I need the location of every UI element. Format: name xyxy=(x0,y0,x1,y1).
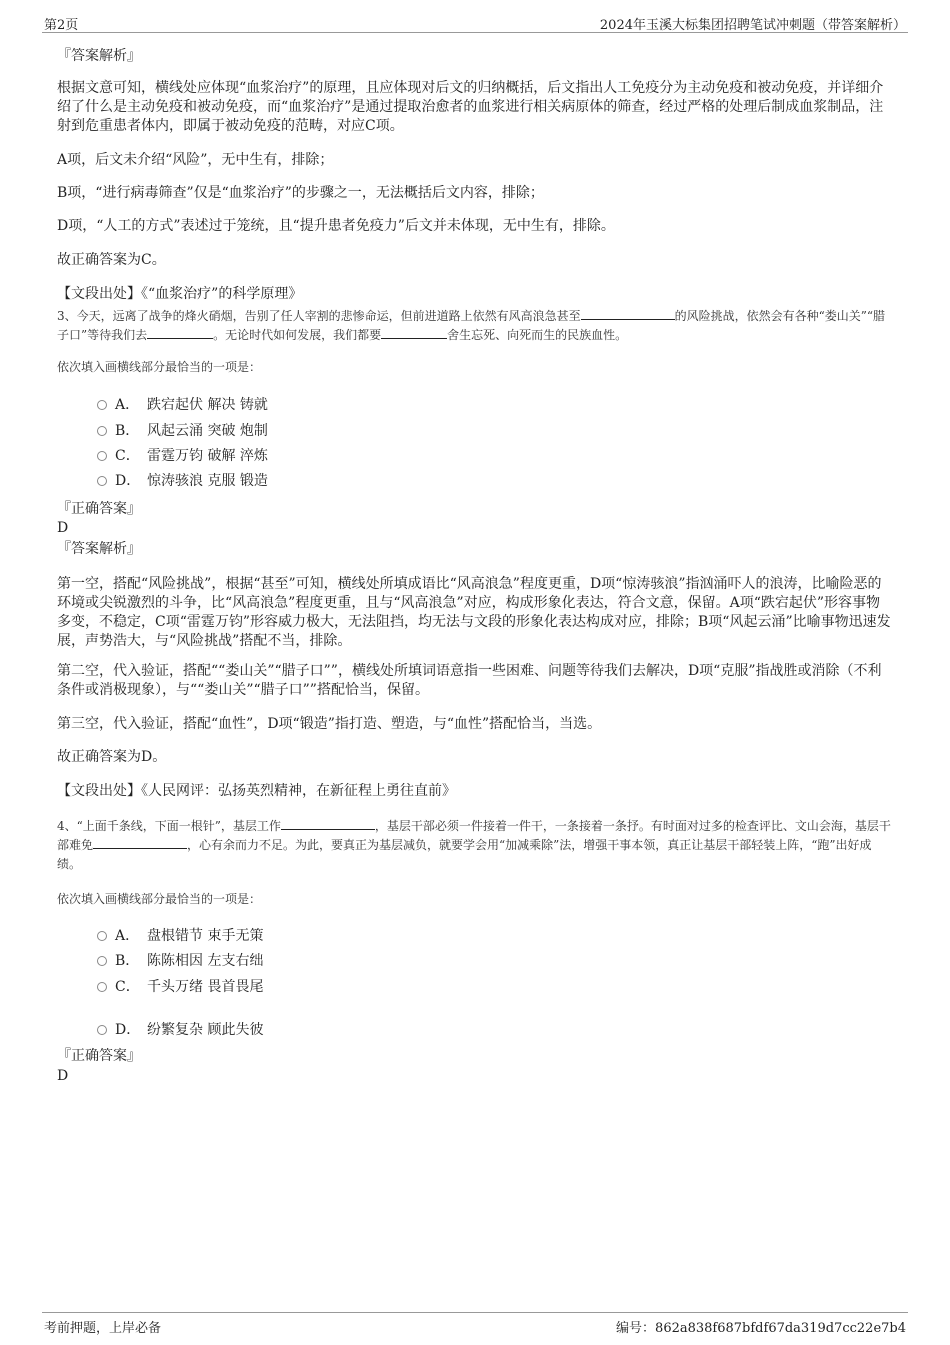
document-id: 编号：862a838f687bfdf67da319d7cc22e7b4 xyxy=(616,1321,906,1336)
q3-analysis-tag: 『答案解析』 xyxy=(57,541,141,557)
q3-option-b[interactable]: B． 风起云涌 突破 炮制 xyxy=(97,421,268,441)
q3-prompt: 依次填入画横线部分最恰当的一项是： xyxy=(57,360,262,374)
q2-analysis-para-1: 根据文意可知，横线处应体现“血浆治疗”的原理，且应体现对后文的归纳概括，后文指出人工免疫分为主动免疫和被动免疫，并详细介绍了什么是主动免疫和被动免疫，而“血浆治疗”是通过提取治愈者的血浆进行相关病原体的筛查，经过严格的处理后制成血浆制品，注射到危重患者体内，即属于被动免疫的范畴，对应C项。 xyxy=(57,80,884,134)
q3-answer-summary: 故正确答案为D。 xyxy=(57,749,167,765)
q4-stem: 4、“上面千条线，下面一根针”，基层工作 ，基层干部必须一件接着一件干，一条接着一条抒。有时面对过多的检查评比、文山会海，基层干部难免 ，心有余而力不足。为此，要真正为基层减负，就要学会用“加减乘除”法，增强干事本领，真正让基层干部轻装上阵，“跑”出好成绩。 xyxy=(57,819,891,871)
page-number: 第2页 xyxy=(44,18,79,33)
q2-analysis-para-2: A项，后文未介绍“风险”，无中生有，排除； xyxy=(57,152,334,168)
radio-icon[interactable] xyxy=(97,1025,107,1035)
q4-answer: D xyxy=(57,1068,69,1084)
fill-blank xyxy=(147,326,213,339)
q3-stem: 3、今天，远离了战争的烽火硝烟，告别了任人宰割的悲惨命运，但前进道路上依然有风高浪急甚至 的风险挑战，依然会有各种“娄山关”“腊子口”等待我们去 。无论时代如何发展，我们都要 舍生忘死、向死而生的民族血性。 xyxy=(57,309,886,342)
q3-analysis-para-1: 第一空，搭配“风险挑战”，根据“甚至”可知，横线处所填成语比“风高浪急”程度更重，D项“惊涛骇浪”指汹涌吓人的浪涛，比喻险恶的环境或尖锐激烈的斗争，比“风高浪急”程度更重，且与“风高浪急”对应，构成形象化表达，符合文意，保留。A项“跌宕起伏”形容事物多变，不稳定，C项“雷霆万钧”形容威力极大，无法阻挡，均无法与文段的形象化表达构成对应，排除；B项“风起云涌”比喻事物迅速发展，声势浩大，与“风险挑战”搭配不当，排除。 xyxy=(57,576,891,649)
fill-blank xyxy=(93,836,187,849)
q4-answer-tag: 『正确答案』 xyxy=(57,1048,141,1064)
document-title: 2024年玉溪大标集团招聘笔试冲刺题（带答案解析） xyxy=(599,18,906,33)
q3-option-a[interactable]: A． 跌宕起伏 解决 铸就 xyxy=(97,395,268,415)
q2-answer-summary: 故正确答案为C。 xyxy=(57,252,166,268)
q4-option-c[interactable]: C． 千头万绪 畏首畏尾 xyxy=(97,977,263,997)
radio-icon[interactable] xyxy=(97,451,107,461)
q3-answer: D xyxy=(57,520,69,536)
q4-option-d[interactable]: D． 纷繁复杂 顾此失彼 xyxy=(97,1020,263,1040)
page-footer xyxy=(42,1312,908,1335)
fill-blank xyxy=(281,817,375,830)
radio-icon[interactable] xyxy=(97,956,107,966)
page-header xyxy=(42,12,908,33)
q4-prompt: 依次填入画横线部分最恰当的一项是： xyxy=(57,892,262,906)
q3-source: 【文段出处】《人民网评：弘扬英烈精神，在新征程上勇往直前》 xyxy=(57,783,456,799)
fill-blank xyxy=(581,307,675,320)
q3-analysis-para-3: 第三空，代入验证，搭配“血性”，D项“锻造”指打造、塑造，与“血性”搭配恰当，当选。 xyxy=(57,716,602,732)
radio-icon[interactable] xyxy=(97,426,107,436)
analysis-tag: 『答案解析』 xyxy=(57,48,141,64)
q3-option-d[interactable]: D． 惊涛骇浪 克服 锻造 xyxy=(97,471,268,491)
q3-answer-tag: 『正确答案』 xyxy=(57,501,141,517)
radio-icon[interactable] xyxy=(97,931,107,941)
radio-icon[interactable] xyxy=(97,476,107,486)
footer-slogan: 考前押题，上岸必备 xyxy=(44,1321,162,1336)
q4-option-a[interactable]: A． 盘根错节 束手无策 xyxy=(97,926,263,946)
fill-blank xyxy=(381,326,447,339)
q3-analysis-para-2: 第二空，代入验证，搭配““娄山关”“腊子口””，横线处所填词语意指一些困难、问题等待我们去解决，D项“克服”指战胜或消除（不利条件或消极现象），与““娄山关”“腊子口””搭配恰当，保留。 xyxy=(57,663,882,698)
q2-analysis-para-3: B项，“进行病毒筛查”仅是“血浆治疗”的步骤之一，无法概括后文内容，排除； xyxy=(57,185,544,201)
radio-icon[interactable] xyxy=(97,400,107,410)
q3-option-c[interactable]: C． 雷霆万钧 破解 淬炼 xyxy=(97,446,268,466)
radio-icon[interactable] xyxy=(97,982,107,992)
q4-option-b[interactable]: B． 陈陈相因 左支右绌 xyxy=(97,951,263,971)
q2-analysis-para-4: D项，“人工的方式”表述过于笼统，且“提升患者免疫力”后文并未体现，无中生有，排除。 xyxy=(57,218,615,234)
q2-source: 【文段出处】《“血浆治疗”的科学原理》 xyxy=(57,286,303,302)
